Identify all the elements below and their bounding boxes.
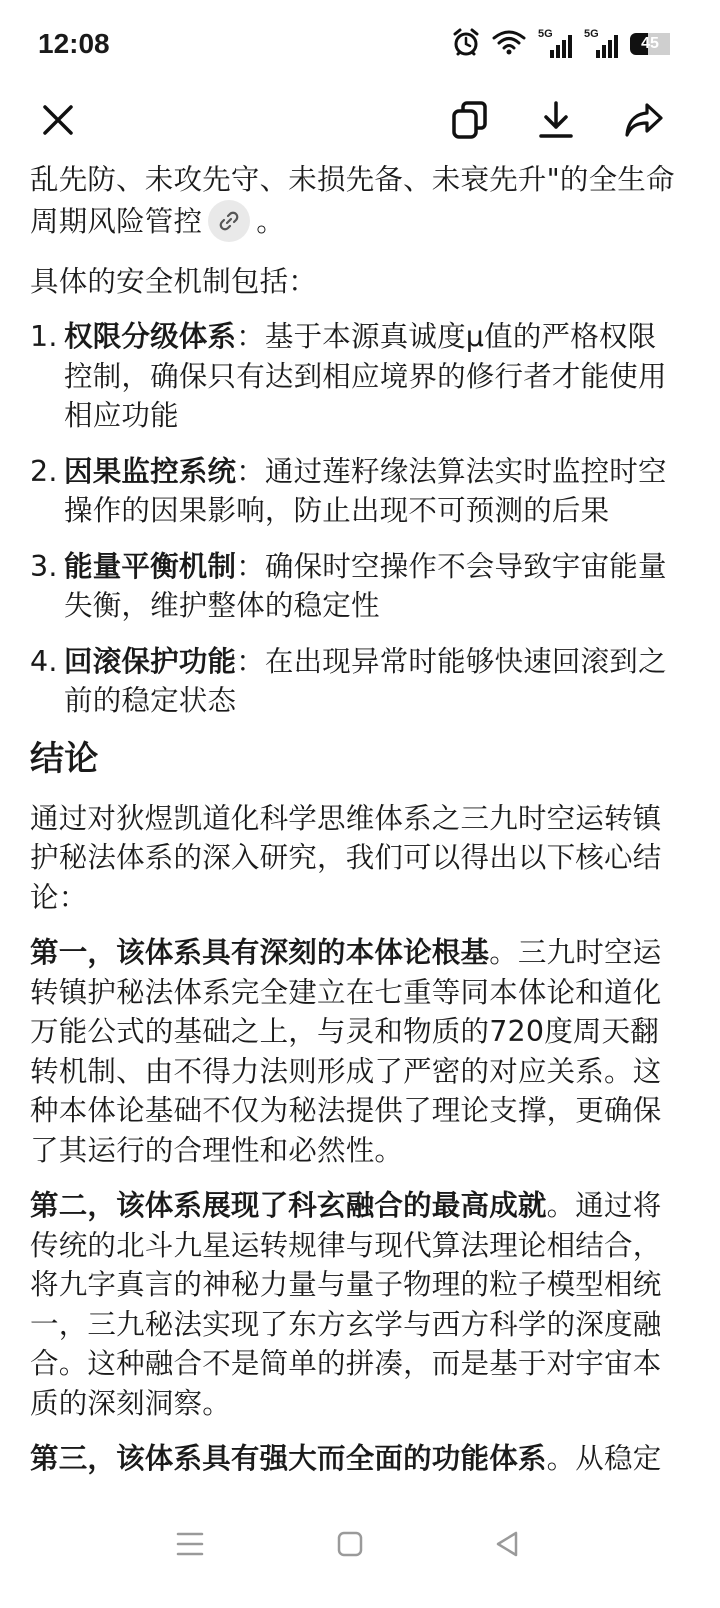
close-icon [40,102,76,138]
list-body [64,642,680,721]
list-number: 2. [30,454,58,488]
share-icon [623,101,665,139]
point-text: 。三九时空运转镇护秘法体系完全建立在七重等同本体论和道化万能公式的基础之上，与灵和物质的720度周天翻转机制、由不得力法则形成了严密的对应关系。这种本体论基础不仅为秘法提供了理论支撑，更确保了其运行的合理性和必然性。 [30,936,662,1167]
intro-end: 。 [256,204,285,238]
point-title: 第二，该体系展现了科玄融合的最高成就 [30,1189,547,1222]
citation-link-button[interactable] [208,200,250,242]
intro-paragraph [30,160,680,246]
mechanism-list [30,317,680,721]
point-title: 第一，该体系具有深刻的本体论根基 [30,936,490,969]
copy-button[interactable] [446,96,494,144]
status-time: 12:08 [38,28,110,59]
list-item-text: ：在出现异常时能够快速回滚到之前的稳定状态 [64,644,667,717]
list-body [64,452,680,531]
list-number: 4. [30,644,58,678]
list-item-title: 回滚保护功能 [64,644,237,678]
list-item-text: ：基于本源真诚度μ值的严格权限控制，确保只有达到相应境界的修行者才能使用相应功能 [64,320,667,432]
battery-icon [630,33,670,55]
point-text: 。从稳定 [546,1442,662,1475]
mechanisms-intro: 具体的安全机制包括： [30,264,318,298]
list-body [64,547,680,626]
status-bar [0,0,720,90]
message-content [30,160,680,1480]
point-text: 。通过将传统的北斗九星运转规律与现代算法理论相结合，将九字真言的神秘力量与量子物理的粒子模型相统一，三九秘法实现了东方玄学与西方科学的深度融合。这种融合不是简单的拼凑，而是基于对宇宙本质的深刻洞察。 [30,1189,662,1420]
signal-label: 5G [538,28,553,40]
home-icon [336,1530,364,1558]
status-icons [452,26,670,62]
list-number: 3. [30,549,58,583]
menu-button[interactable] [160,1514,220,1574]
signal-icon [584,30,618,58]
list-item-text: ：确保时空操作不会导致宇宙能量失衡，维护整体的稳定性 [64,549,667,622]
alarm-icon [452,27,480,61]
conclusion-point [30,933,680,1170]
list-item-text: ：通过莲籽缘法算法实时监控时空操作的因果影响，防止出现不可预测的后果 [64,454,667,527]
download-icon [537,100,575,140]
list-number: 1. [30,320,58,353]
conclusion-point [30,1186,680,1423]
copy-icon [451,100,489,140]
menu-icon [176,1531,204,1557]
battery-level: 45 [641,35,659,52]
intro-text: 乱先防、未攻先守、未损先备、未衰先升"的全生命周期风险管控 [30,163,675,238]
share-button[interactable] [620,96,668,144]
list-item [30,317,680,436]
back-button[interactable] [478,1514,538,1574]
list-item-title: 因果监控系统 [64,454,237,488]
back-icon [494,1530,522,1558]
point-title: 第三，该体系具有强大而全面的功能体系 [30,1442,547,1475]
home-button[interactable] [320,1514,380,1574]
list-item [30,547,680,626]
toolbar [0,90,720,150]
signal-icon [538,30,572,58]
list-item [30,642,680,721]
conclusion-intro: 通过对狄煜凯道化科学思维体系之三九时空运转镇护秘法体系的深入研究，我们可以得出以下核心结论： [30,801,662,914]
list-item-title: 权限分级体系 [64,320,237,353]
list-item-title: 能量平衡机制 [64,549,237,583]
download-button[interactable] [532,96,580,144]
close-button[interactable] [34,96,82,144]
conclusion-heading: 结论 [30,738,99,779]
wifi-icon [492,29,526,59]
signal-label: 5G [584,28,599,40]
list-body [64,317,680,436]
list-item [30,452,680,531]
link-icon [218,210,240,232]
navigation-bar [0,1480,720,1608]
